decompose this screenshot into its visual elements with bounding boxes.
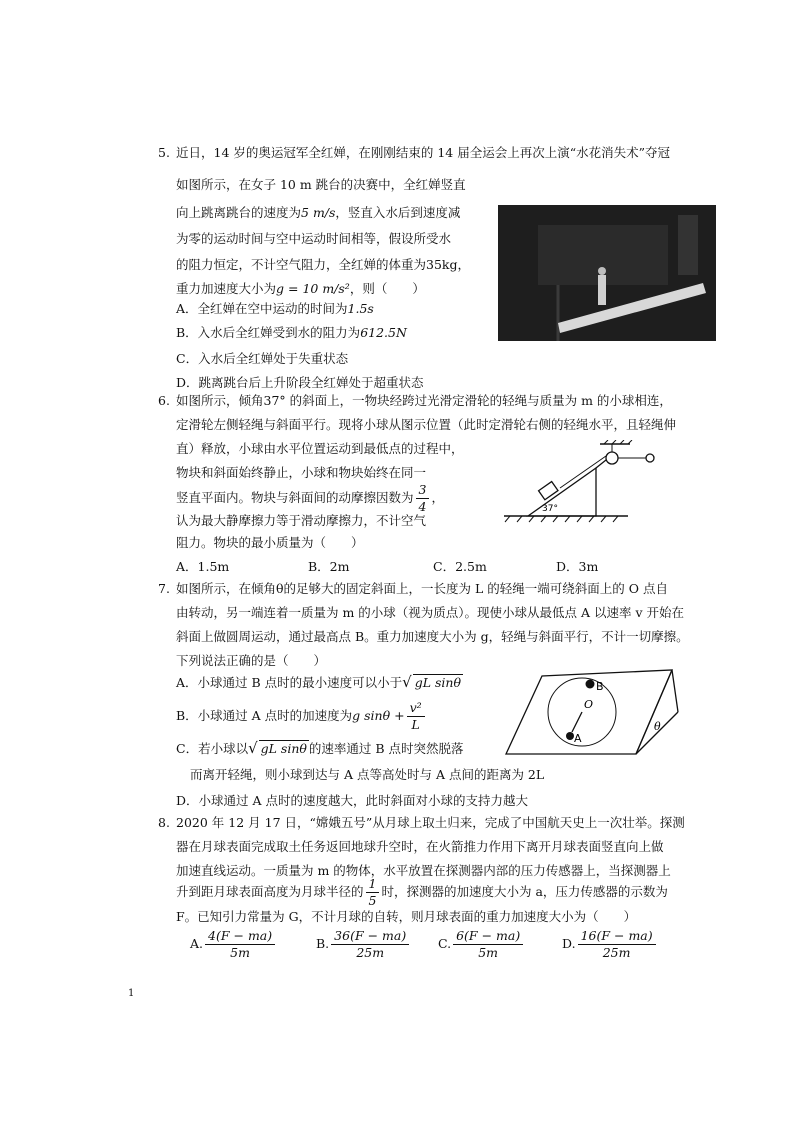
option-d: D．小球通过 A 点时的速度越大，此时斜面对小球的支持力越大: [176, 793, 528, 808]
diving-photo: [498, 205, 716, 341]
question-number: 5.: [158, 145, 170, 160]
ball: [646, 454, 654, 462]
text-segment: 时，探测器的加速度大小为 a，压力传感器的示数为: [381, 884, 668, 899]
g-value: g = 10 m/s²: [276, 281, 350, 296]
incline: [528, 468, 596, 516]
v2-over-l: [407, 700, 425, 733]
frac-denominator: 5: [368, 893, 377, 908]
ceiling-support: [600, 440, 632, 452]
option-a: [190, 928, 277, 961]
text-segment: ，竖直入水后到速度减: [335, 205, 461, 220]
frac-denominator: 25m: [356, 945, 385, 960]
frac-denominator: L: [411, 717, 420, 732]
point-b-ball: [586, 680, 595, 689]
option-d: D．3m: [556, 559, 599, 574]
question-text-line: 斜面上做圆周运动，通过最高点 B。重力加速度大小为 g，轻绳与斜面平行，不计一切摩擦。: [176, 629, 689, 644]
question-number: 8.: [158, 815, 170, 830]
frac-numerator: 16(F − ma): [578, 928, 656, 945]
frac-numerator: 1: [366, 876, 380, 893]
option-b: [316, 928, 411, 961]
diving-photo-art: [498, 205, 716, 341]
sqrt-sign: √: [248, 739, 258, 757]
sqrt-sign: √: [402, 673, 412, 691]
option-label: A.: [190, 936, 204, 951]
option-c: C．2.5m: [433, 559, 487, 574]
question-text-line: 竖直平面内。物块与斜面间的动摩擦因数为 $\frac{3}{4}$ ，: [176, 482, 444, 514]
pulley: [606, 452, 618, 464]
text-segment: 升到距月球表面高度为月球半径的: [176, 884, 364, 899]
question-text-line: 如图所示，倾角37° 的斜面上，一物块经跨过光滑定滑轮的轻绳与质量为 m 的小球相连，: [176, 393, 672, 408]
question-number: 7.: [158, 581, 170, 596]
option-label: C.: [438, 936, 452, 951]
option-b: [176, 700, 427, 733]
option-label: A．小球通过 B 点时的最小速度可以小于: [176, 675, 403, 690]
point-a-ball: [566, 732, 574, 740]
page-marker: 1: [128, 988, 135, 999]
frac-denominator: 5m: [478, 945, 499, 960]
label-theta: θ: [654, 720, 661, 733]
option-d: [562, 928, 658, 961]
speed-value: 5 m/s: [301, 205, 336, 220]
question-text-line: 认为最大静摩擦力等于滑动摩擦力，不计空气: [176, 513, 427, 528]
option-label: B.: [316, 936, 330, 951]
text-segment: ，则（ ）: [349, 281, 425, 296]
frac-numerator: v²: [407, 700, 425, 717]
question-text-line: 由转动，另一端连着一质量为 m 的小球（视为质点）。现使小球从最低点 A 以速率 v 开始在: [176, 605, 685, 620]
question-text-line: 如图所示，在女子 10 m 跳台的决赛中，全红婵竖直: [176, 177, 466, 192]
question-text-line: 近日，14 岁的奥运冠军全红婵，在刚刚结束的 14 届全运会上再次上演“水花消失术”夺冠: [176, 145, 671, 160]
option-fraction: [453, 928, 523, 961]
option-b: B．2m: [308, 559, 350, 574]
inclined-circle-diagram: [502, 664, 682, 760]
angle-label: 37°: [542, 504, 558, 514]
option-d: D．跳离跳台后上升阶段全红婵处于超重状态: [176, 375, 424, 390]
incline-pulley-diagram: [500, 440, 670, 525]
frac-numerator: 4(F − ma): [205, 928, 275, 945]
option-a: [176, 296, 374, 321]
option-value: 612.5N: [360, 325, 407, 340]
option-value: 1.5s: [347, 301, 374, 316]
sqrt-content: gL sinθ: [260, 741, 307, 756]
text-segment: 向上跳离跳台的速度为: [176, 205, 302, 220]
frac-numerator: 36(F − ma): [331, 928, 409, 945]
option-c: [438, 928, 525, 961]
option-label: C．若小球以: [176, 741, 249, 756]
question-text-line: 阻力。物块的最小质量为（ ）: [176, 535, 364, 550]
option-label: D.: [562, 936, 576, 951]
option-a: [176, 670, 463, 695]
label-a: A: [574, 732, 582, 745]
option-fraction: [578, 928, 656, 961]
option-label: A．全红婵在空中运动的时间为: [176, 301, 348, 316]
ground-hatch: [504, 516, 628, 522]
question-text-line: 定滑轮左侧轻绳与斜面平行。现将小球从图示位置（此时定滑轮右侧的轻绳水平，且轻绳伸: [176, 417, 677, 432]
question-text-line: 直）释放，小球由水平位置运动到最低点的过程中，: [176, 441, 464, 456]
rope-left: [560, 456, 606, 488]
frac-denominator: 25m: [602, 945, 631, 960]
text-segment: 重力加速度大小为: [176, 281, 277, 296]
question-text-line: 加速直线运动。一质量为 m 的物体，水平放置在探测器内部的压力传感器上，当探测器上: [176, 863, 671, 878]
option-c-continued: 而离开轻绳，则小球到达与 A 点等高处时与 A 点间的距离为 2L: [190, 767, 545, 782]
option-c: [176, 736, 464, 761]
question-text-line: F。已知引力常量为 G，不计月球的自转，则月球表面的重力加速度大小为（ ）: [176, 909, 637, 924]
option-label: B．入水后全红婵受到水的阻力为: [176, 325, 361, 340]
question-text-line: 的阻力恒定，不计空气阻力，全红婵的体重为35kg，: [176, 257, 470, 272]
label-b: B: [596, 680, 604, 693]
question-text-line: [176, 200, 460, 225]
option-math: g sinθ +: [352, 708, 405, 723]
label-o: O: [584, 698, 594, 711]
option-fraction: [331, 928, 409, 961]
option-a: A．1.5m: [176, 559, 230, 574]
rope: [572, 712, 582, 732]
mu-numerator: 3: [416, 482, 430, 499]
question-text-line: 物块和斜面始终静止，小球和物块始终在同一: [176, 465, 427, 480]
text-segment: 竖直平面内。物块与斜面间的动摩擦因数为: [176, 490, 414, 505]
option-text: 的速率通过 B 点时突然脱落: [308, 741, 464, 756]
frac-denominator: 5m: [230, 945, 250, 960]
question-text-line: 器在月球表面完成取土任务返回地球升空时，在火箭推力作用下离开月球表面竖直向上做: [176, 839, 664, 854]
question-text-line: 如图所示，在倾角θ的足够大的固定斜面上，一长度为 L 的轻绳一端可绕斜面上的 O 点自: [176, 581, 668, 596]
mu-denominator: 4: [418, 499, 427, 514]
sqrt-content: gL sinθ: [414, 675, 461, 690]
question-text-line: 2020 年 12 月 17 日，“嫦娥五号”从月球上取土归来，完成了中国航天史上一次壮举。探测: [176, 815, 685, 830]
question-number: 6.: [158, 393, 170, 408]
question-text-line: 为零的运动时间与空中运动时间相等，假设所受水: [176, 231, 452, 246]
option-fraction: [205, 928, 275, 961]
question-text-line: 下列说法正确的是（ ）: [176, 653, 327, 668]
frac-numerator: 6(F − ma): [453, 928, 523, 945]
option-b: [176, 320, 407, 345]
option-label: B．小球通过 A 点时的加速度为: [176, 708, 353, 723]
option-c: C．入水后全红婵处于失重状态: [176, 351, 349, 366]
